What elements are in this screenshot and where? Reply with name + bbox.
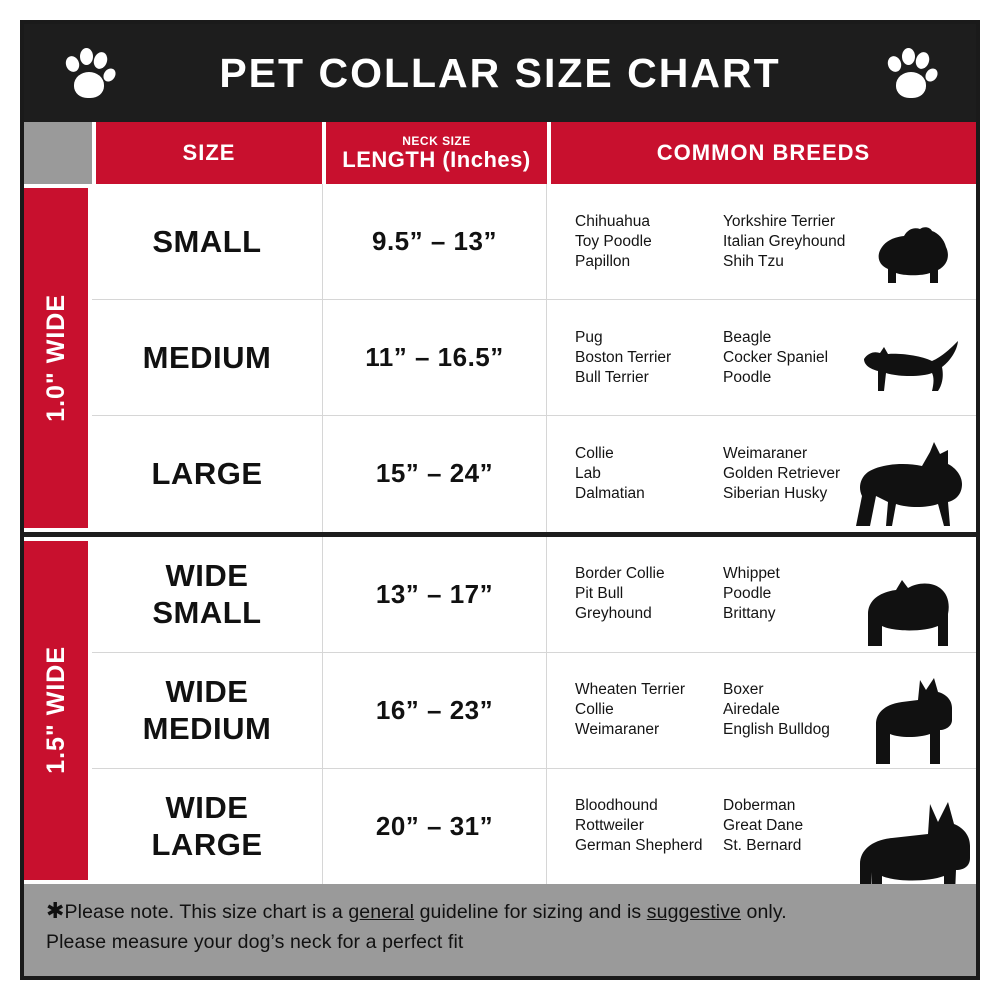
cell-size-line1: WIDE	[165, 558, 249, 594]
breed-item: Chihuahua	[575, 212, 650, 230]
cell-size	[92, 537, 322, 652]
table-row	[92, 653, 976, 769]
breed-item: Shih Tzu	[723, 252, 784, 270]
cell-size-line1: WIDE	[165, 790, 249, 826]
cell-length: 9.5” – 13”	[322, 184, 547, 299]
breed-column-2	[723, 444, 883, 504]
table-row	[92, 769, 976, 884]
asterisk-icon: ✱	[46, 898, 65, 923]
size-table	[24, 122, 976, 884]
breed-column-1	[575, 796, 723, 856]
breed-item: Bull Terrier	[575, 368, 649, 386]
breed-column-2	[723, 212, 883, 272]
breed-item: Great Dane	[723, 817, 804, 835]
footer-underline-suggestive: suggestive	[646, 901, 742, 923]
table-body	[24, 184, 976, 884]
breed-column-1	[575, 328, 723, 388]
column-header-length-sub: NECK SIZE	[402, 133, 471, 148]
paw-icon	[882, 44, 940, 102]
breed-item: German Shepherd	[575, 837, 703, 855]
breed-column-1	[575, 564, 723, 624]
footer-line-1	[46, 896, 954, 927]
breed-column-1	[575, 680, 723, 740]
cell-length: 15” – 24”	[322, 416, 547, 531]
breed-item: Italian Greyhound	[723, 232, 846, 250]
breed-item: Whippet	[723, 565, 780, 583]
group-label-text: 1.0" WIDE	[41, 293, 70, 422]
footer-underline-general: general	[348, 901, 415, 923]
breed-column-1	[575, 444, 723, 504]
group-1-0-wide	[24, 184, 976, 537]
breed-item: Border Collie	[575, 565, 665, 583]
breed-item: Dalmatian	[575, 484, 645, 502]
chart-header	[24, 24, 976, 122]
paw-icon	[60, 44, 118, 102]
breed-item: Pug	[575, 328, 603, 346]
table-row	[92, 300, 976, 416]
breed-item: Weimaraner	[723, 444, 808, 462]
footer-note	[24, 884, 976, 976]
breed-column-1	[575, 212, 723, 272]
corner-cell	[24, 122, 96, 184]
page-title: PET COLLAR SIZE CHART	[219, 49, 781, 96]
breed-item: Doberman	[723, 797, 796, 815]
cell-breeds	[547, 653, 976, 768]
cell-size: SMALL	[152, 224, 262, 260]
cell-breeds	[547, 416, 976, 531]
column-header-breeds: COMMON BREEDS	[551, 122, 976, 184]
cell-size: MEDIUM	[142, 340, 272, 376]
cell-length: 13” – 17”	[322, 537, 547, 652]
cell-breeds	[547, 184, 976, 299]
breed-column-2	[723, 796, 883, 856]
breed-item: Cocker Spaniel	[723, 348, 829, 366]
group-label-text: 1.5" WIDE	[41, 646, 70, 775]
breed-item: Weimaraner	[575, 721, 660, 739]
cell-size-line2: SMALL	[152, 595, 262, 631]
breed-item: Lab	[575, 464, 601, 482]
footer-text-mid: guideline for sizing and is	[414, 901, 647, 923]
breed-column-2	[723, 328, 883, 388]
breed-column-2	[723, 564, 883, 624]
breed-item: Siberian Husky	[723, 484, 828, 502]
column-header-length	[326, 122, 551, 184]
cell-breeds	[547, 537, 976, 652]
group-label	[24, 537, 92, 885]
breed-item: Wheaten Terrier	[575, 681, 685, 699]
breed-item: Rottweiler	[575, 817, 644, 835]
breed-item: Boston Terrier	[575, 348, 672, 366]
breed-item: Beagle	[723, 328, 772, 346]
breed-item: Boxer	[723, 681, 764, 699]
footer-text-post: only.	[741, 901, 787, 923]
group-label	[24, 184, 92, 532]
table-row	[92, 184, 976, 300]
breed-item: St. Bernard	[723, 837, 802, 855]
breed-item: Golden Retriever	[723, 464, 841, 482]
cell-length: 11” – 16.5”	[322, 300, 547, 415]
cell-size	[92, 653, 322, 768]
cell-length: 16” – 23”	[322, 653, 547, 768]
cell-size-line2: MEDIUM	[142, 711, 272, 747]
cell-size-line1: WIDE	[165, 674, 249, 710]
breed-item: Papillon	[575, 252, 631, 270]
breed-item: English Bulldog	[723, 721, 830, 739]
cell-size: LARGE	[151, 456, 263, 492]
table-row	[92, 537, 976, 653]
breed-column-2	[723, 680, 883, 740]
table-header-row	[24, 122, 976, 184]
group-1-5-wide	[24, 537, 976, 885]
table-row	[92, 416, 976, 531]
breed-item: Collie	[575, 444, 614, 462]
breed-item: Yorkshire Terrier	[723, 212, 835, 230]
cell-length: 20” – 31”	[322, 769, 547, 884]
footer-line-2: Please measure your dog’s neck for a perfect fit	[46, 931, 464, 953]
breed-item: Poodle	[723, 585, 772, 603]
breed-item: Brittany	[723, 605, 776, 623]
breed-item: Bloodhound	[575, 797, 658, 815]
footer-text-pre: Please note. This size chart is a	[64, 901, 349, 923]
size-chart	[20, 20, 980, 980]
breed-item: Collie	[575, 701, 614, 719]
breed-item: Airedale	[723, 701, 780, 719]
cell-size	[92, 769, 322, 884]
column-header-size: SIZE	[96, 122, 326, 184]
cell-breeds	[547, 769, 976, 884]
cell-size-line2: LARGE	[151, 827, 263, 863]
breed-item: Poodle	[723, 368, 772, 386]
column-header-length-main: LENGTH (Inches)	[342, 146, 531, 172]
breed-item: Pit Bull	[575, 585, 624, 603]
cell-breeds	[547, 300, 976, 415]
breed-item: Toy Poodle	[575, 232, 652, 250]
breed-item: Greyhound	[575, 605, 652, 623]
